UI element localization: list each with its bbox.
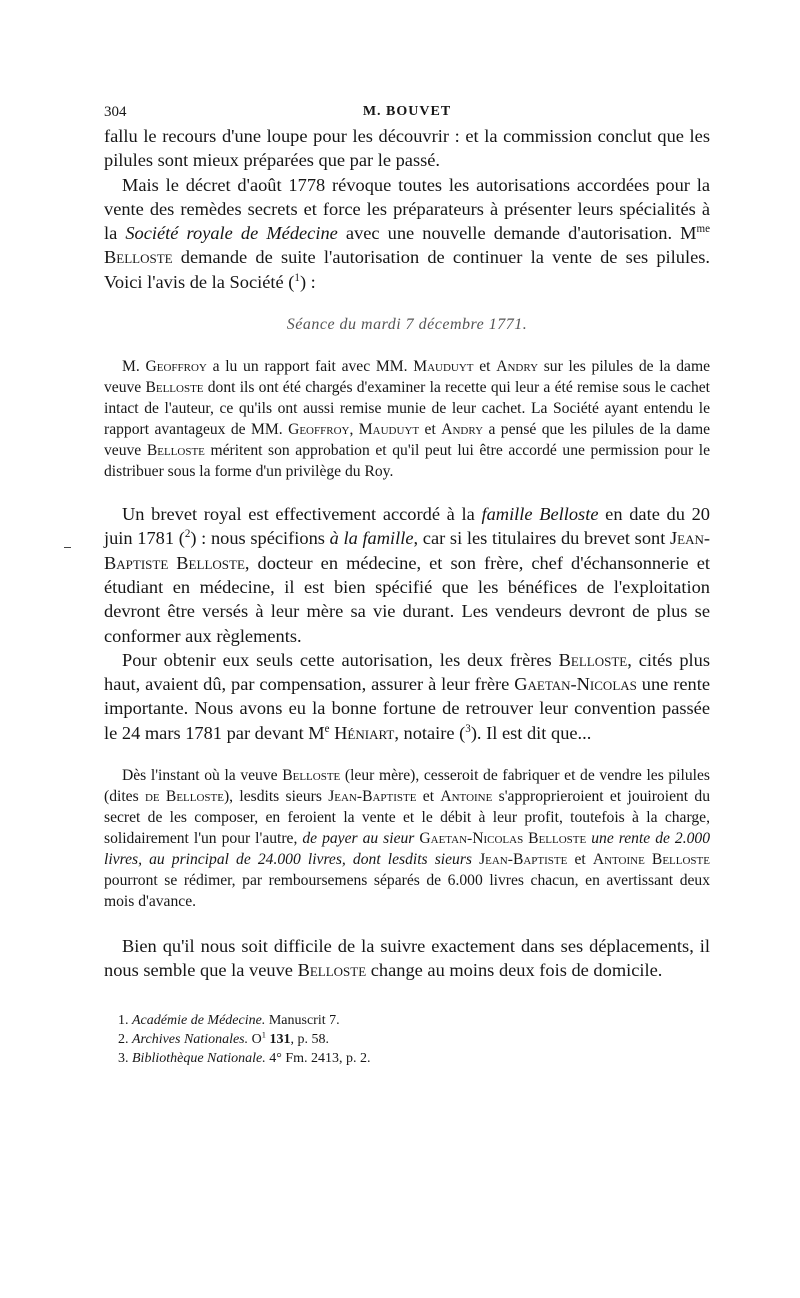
margin-dash-mark bbox=[64, 547, 71, 548]
page-header bbox=[104, 100, 710, 124]
page bbox=[104, 100, 710, 1068]
paragraph-1: fallu le recours d'une loupe pour les découvrir : et la commission conclut que les pilules sont mieux préparées que par le passé. bbox=[104, 126, 710, 171]
footnote-3: 3. Bibliothèque Nationale. 4° Fm. 2413, p. 2. bbox=[118, 1050, 371, 1066]
footnote-ref-3: 3 bbox=[465, 722, 471, 735]
footnote-2: 2. Archives Nationales. $O^1$ 131, p. 58. bbox=[118, 1029, 329, 1047]
footnote-1: 1. Académie de Médecine. Manuscrit 7. bbox=[118, 1012, 340, 1028]
page-number: 304 bbox=[104, 104, 127, 120]
footnote-ref-2: 2 bbox=[184, 528, 191, 541]
paragraph-2: Mais le décret d'août 1778 révoque toutes les autorisations accordées pour la vente des remèdes secrets et force les préparateurs à présenter leurs spécialités à la Société royale de Médecine avec une nouvelle demande d'autorisation. $M^{me}$ Belloste demande de suite l'autorisation de continuer la vente de ses pilules. Voici l'avis de la Société ($^1$) : bbox=[104, 174, 711, 292]
footnotes bbox=[104, 1011, 710, 1068]
quoted-minutes: M. Geoffroy a lu un rapport fait avec MM. Mauduyt et Andry sur les pilules de la dame veuve Belloste dont ils ont été chargés d'examiner la recette qui leur a été remise sous le cachet intact de l'auteur, ce qu'ils ont aussi remise munie de leur cachet. La Société ayant entendu le rapport avantageux de MM. Geoffroy, Mauduyt et Andry a pensé que les pilules de la dame veuve Belloste méritent son approbation et qu'il peut lui être accordé une permission pour le distribuer sous la forme d'un privilège du Roy. bbox=[104, 358, 711, 481]
footnote-ref-1: 1 bbox=[294, 271, 300, 284]
paragraph-4: Pour obtenir eux seuls cette autorisation, les deux frères Belloste, cités plus haut, avaient dû, par compensation, assurer à leur frère Gaetan-Nicolas une rente importante. Nous avons eu la bonne fortune de retrouver leur convention passée le 24 mars 1781 par devant Me Héniart, notaire ($^3$). Il est dit que... bbox=[104, 649, 710, 743]
seance-heading: Séance du mardi 7 décembre 1771. bbox=[286, 316, 528, 334]
quoted-convention: Dès l'instant où la veuve Belloste (leur mère), cesseroit de fabriquer et de vendre les pilules (dites de Belloste), lesdits sieurs Jean-Baptiste et Antoine s'approprieroient et jouiroient du secret de les composer, en feroient la vente et le débit à leur profit, toutefois à la charge, solidairement l'un pour l'autre, de payer au sieur Gaetan-Nicolas Belloste une rente de 2.000 livres, au principal de 24.000 livres, dont lesdits sieurs Jean-Baptiste et Antoine Belloste pourront se rédimer, par remboursemens séparés de 6.000 livres chacun, en avertissant deux mois d'avance. bbox=[104, 767, 711, 911]
running-title: M. BOUVET bbox=[362, 104, 452, 119]
paragraph-5: Bien qu'il nous soit difficile de la suivre exactement dans ses déplacements, il nous semble que la veuve Belloste change au moins deux fois de domicile. bbox=[104, 936, 710, 981]
paragraph-3: Un brevet royal est effectivement accordé à la famille Belloste en date du 20 juin 1781 ($^2$) : nous spécifions à la famille, car si les titulaires du brevet sont Jean-Baptiste Belloste, docteur en médecine, et son frère, chef d'échansonnerie et étudiant en médecine, il est bien spécifié que les bénéfices de l'exploitation devront être versés à leur mère sa vie durant. Les vendeurs devront de plus se conformer aux règlements. bbox=[104, 504, 711, 646]
